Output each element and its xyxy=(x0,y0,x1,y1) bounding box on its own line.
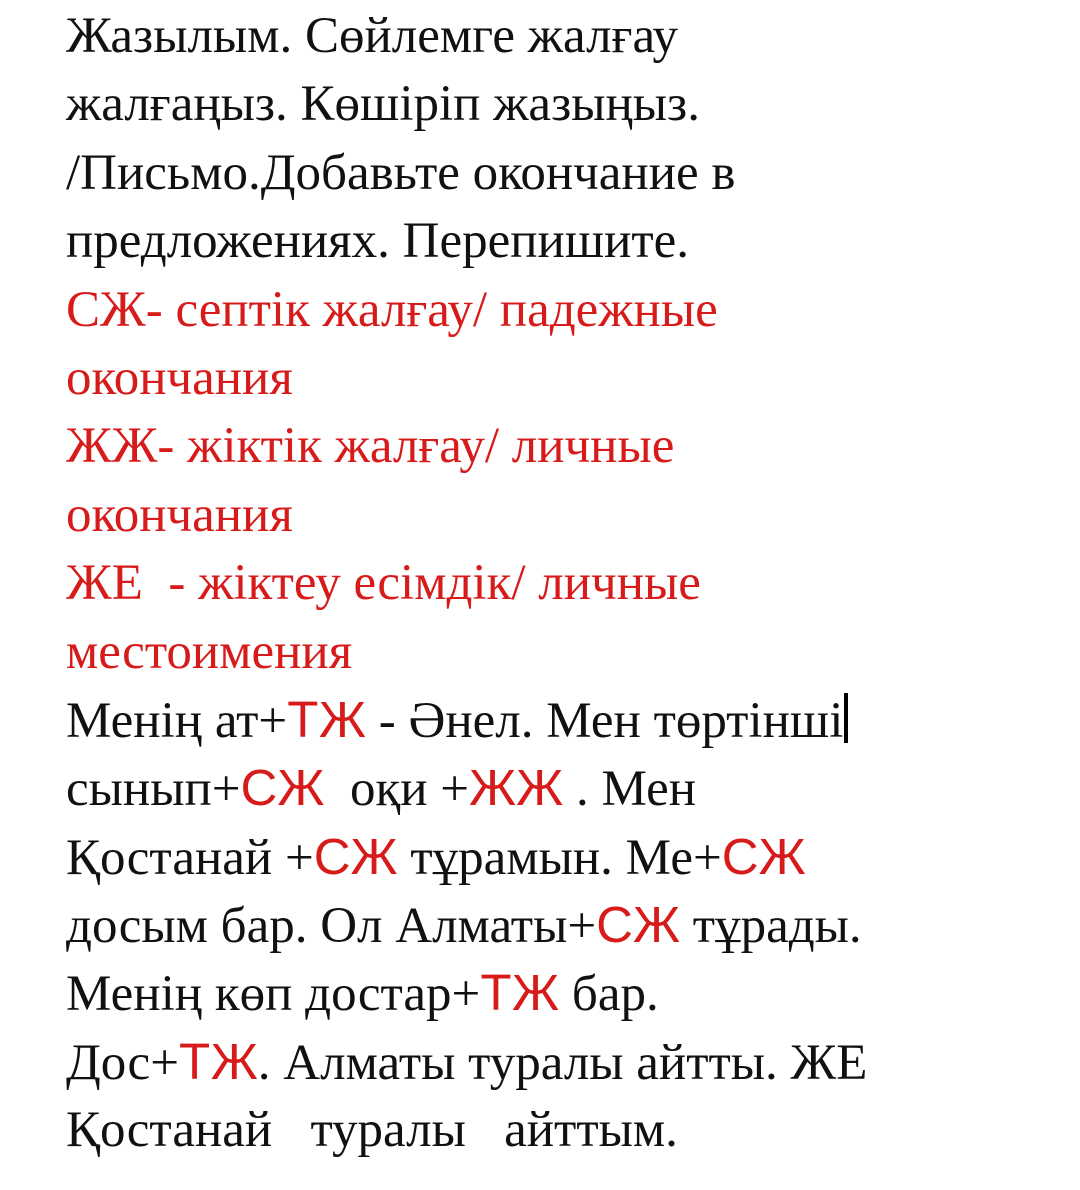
exercise-line xyxy=(66,1096,1066,1164)
exercise-text: тұрады. xyxy=(680,898,862,955)
exercise-text: сынып+ xyxy=(66,761,241,818)
exercise-text: - Әнел. Мен төртінші xyxy=(366,692,844,749)
legend-case-ending-cont: окончания xyxy=(66,349,293,406)
ending-marker: ТЖ xyxy=(178,1032,258,1090)
legend-block xyxy=(66,276,1066,686)
exercise-block[interactable] xyxy=(66,686,1066,1165)
exercise-text: Менің ат+ xyxy=(66,692,288,749)
exercise-line xyxy=(66,823,1066,891)
ending-marker: ТЖ xyxy=(287,690,367,748)
exercise-text: тұрамын. Ме+ xyxy=(397,829,722,886)
legend-case-ending: СЖ- септік жалғау/ падежные xyxy=(66,281,718,338)
ending-marker: СЖ xyxy=(313,827,398,885)
instruction-line: жалғаңыз. Көшіріп жазыңыз. xyxy=(66,76,700,133)
document-body xyxy=(66,2,1066,1165)
exercise-text: . Мен xyxy=(563,761,697,818)
ending-marker: ТЖ xyxy=(480,964,560,1022)
legend-personal-ending: ЖЖ- жіктік жалғау/ личные xyxy=(66,418,675,475)
exercise-text: досым бар. Ол Алматы+ xyxy=(66,898,597,955)
exercise-line xyxy=(66,959,1066,1027)
instruction-block xyxy=(66,2,1066,276)
legend-personal-pronoun-cont: местоимения xyxy=(66,623,353,680)
instruction-line: предложениях. Перепишите. xyxy=(66,213,690,270)
instruction-line: Жазылым. Сөйлемге жалғау xyxy=(66,8,678,64)
exercise-text: . Алматы туралы айтты. ЖЕ xyxy=(257,1034,868,1091)
ending-marker: ЖЖ xyxy=(469,759,564,817)
exercise-text: оқи + xyxy=(324,761,470,818)
exercise-text: Қостанай туралы айттым. xyxy=(66,1102,678,1159)
ending-marker: СЖ xyxy=(596,896,681,954)
exercise-text: Дос+ xyxy=(66,1034,179,1091)
exercise-line xyxy=(66,1028,1066,1096)
text-cursor xyxy=(844,693,848,743)
ending-marker: СЖ xyxy=(721,827,806,885)
exercise-line xyxy=(66,754,1066,822)
legend-personal-ending-cont: окончания xyxy=(66,486,293,543)
legend-personal-pronoun: ЖЕ - жіктеу есімдік/ личные xyxy=(66,555,701,612)
exercise-line xyxy=(66,686,1066,754)
instruction-line: /Письмо.Добавьте окончание в xyxy=(66,144,736,201)
exercise-text: Қостанай + xyxy=(66,829,314,886)
ending-marker: СЖ xyxy=(240,759,325,817)
exercise-text: Менің көп достар+ xyxy=(66,966,481,1023)
exercise-line xyxy=(66,891,1066,959)
exercise-text: бар. xyxy=(559,966,659,1023)
